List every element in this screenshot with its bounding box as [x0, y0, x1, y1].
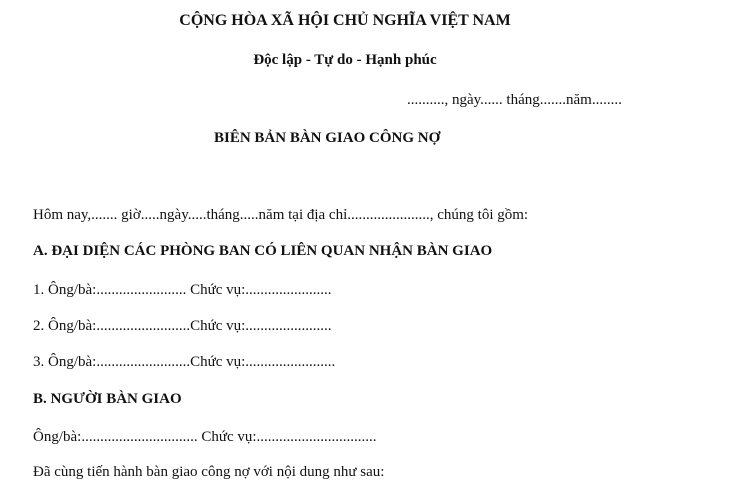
section-a-heading: A. ĐẠI DIỆN CÁC PHÒNG BAN CÓ LIÊN QUAN NHẬN BÀN GIAO [33, 243, 493, 259]
date-line: .........., ngày...... tháng.......năm........ [407, 92, 622, 108]
section-a-row-3: 3. Ông/bà:.........................Chức vụ:........................ [33, 354, 336, 370]
document-title: BIÊN BẢN BÀN GIAO CÔNG NỢ [214, 130, 441, 146]
intro-paragraph: Hôm nay,....... giờ.....ngày.....tháng.....năm tại địa chỉ......................, chúng tôi gồm: [33, 207, 529, 223]
section-b-row: Ông/bà:............................... Chức vụ:................................ [33, 429, 377, 445]
motto: Độc lập - Tự do - Hạnh phúc [253, 52, 437, 68]
section-b-heading: B. NGƯỜI BÀN GIAO [33, 391, 182, 407]
section-a-row-1: 1. Ông/bà:........................ Chức vụ:....................... [33, 282, 332, 298]
national-title: CỘNG HÒA XÃ HỘI CHỦ NGHĨA VIỆT NAM [179, 12, 511, 29]
section-a-row-2: 2. Ông/bà:.........................Chức vụ:....................... [33, 318, 332, 334]
closing-paragraph: Đã cùng tiến hành bàn giao công nợ với nội dung như sau: [33, 464, 385, 480]
